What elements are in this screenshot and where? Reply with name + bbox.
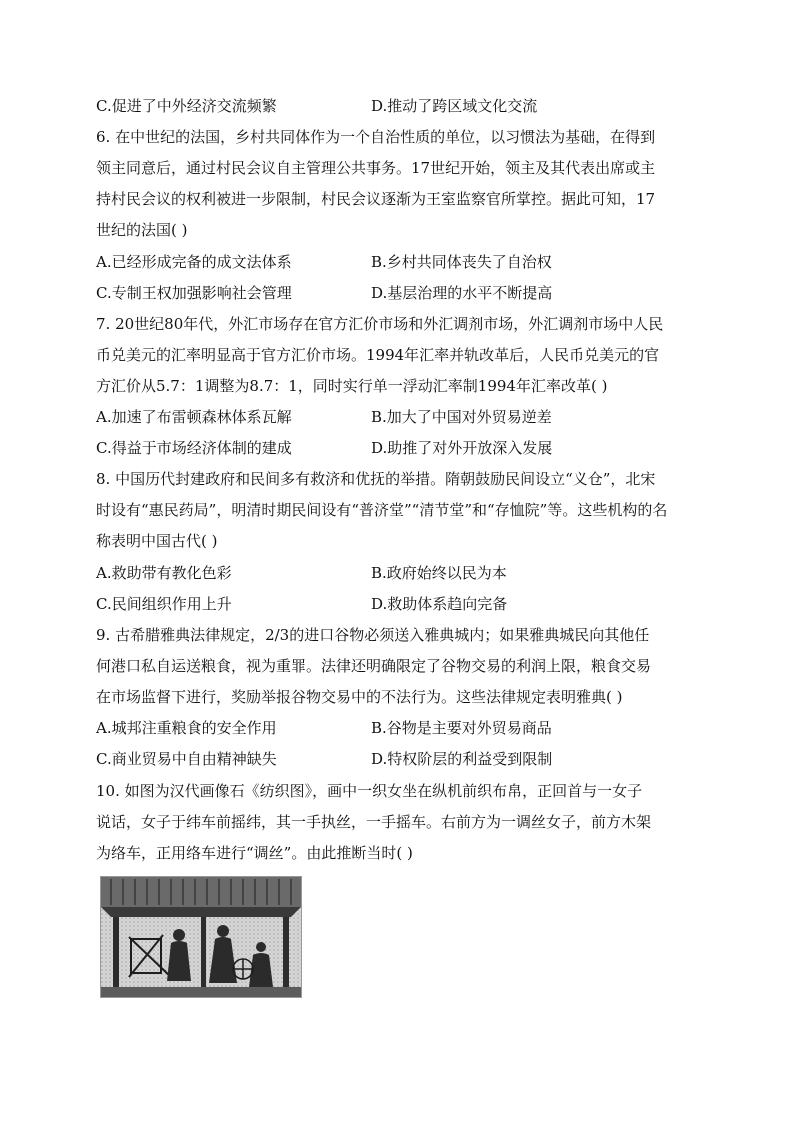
q6-option-c[interactable]: C.专制王权加强影响社会管理 [96, 284, 292, 302]
q9-stem-line-3: 在市场监督下进行，奖励举报谷物交易中的不法行为。这些法律规定表明雅典( ) [96, 688, 623, 706]
q8-stem-line-2: 时设有“惠民药局”，明清时期民间设有“普济堂”“清节堂”和“存恤院”等。这些机构的名 [96, 501, 668, 519]
q6-stem-line-2: 领主同意后，通过村民会议自主管理公共事务。17世纪开始，领主及其代表出席或主 [96, 159, 656, 177]
q8-option-a[interactable]: A.救助带有教化色彩 [96, 564, 232, 582]
q7-stem-line-2: 币兑美元的汇率明显高于官方汇价市场。1994年汇率并轨改革后，人民币兑美元的官 [96, 346, 660, 364]
q5-option-d[interactable]: D.推动了跨区域文化交流 [371, 97, 538, 115]
q6-stem-line-4: 世纪的法国( ) [96, 221, 188, 239]
q6-stem-line-3: 持村民会议的权利被进一步限制，村民会议逐渐为王室监察官所掌控。据此可知，17 [96, 190, 656, 208]
q6-option-a[interactable]: A.已经形成完备的成文法体系 [96, 253, 292, 271]
q8-option-d[interactable]: D.救助体系趋向完备 [371, 595, 508, 613]
q9-stem-line-2: 何港口私自运送粮食，视为重罪。法律还明确限定了谷物交易的利润上限，粮食交易 [96, 657, 652, 675]
q6-option-b[interactable]: B.乡村共同体丧失了自治权 [371, 253, 552, 271]
q9-stem-line-1: 9. 古希腊雅典法律规定，2/3的进口谷物必须送入雅典城内；如果雅典城民向其他任 [96, 626, 650, 644]
q7-option-b[interactable]: B.加大了中国对外贸易逆差 [371, 408, 552, 426]
q9-option-b[interactable]: B.谷物是主要对外贸易商品 [371, 719, 552, 737]
q5-option-c[interactable]: C.促进了中外经济交流频繁 [96, 97, 277, 115]
q8-stem-line-3: 称表明中国古代( ) [96, 532, 218, 550]
q7-stem-line-1: 7. 20世纪80年代，外汇市场存在官方汇价市场和外汇调剂市场，外汇调剂市场中人民 [96, 315, 664, 333]
q9-option-c[interactable]: C.商业贸易中自由精神缺失 [96, 750, 277, 768]
relief-rubbing-drawing [101, 877, 301, 997]
q6-option-d[interactable]: D.基层治理的水平不断提高 [371, 284, 553, 302]
q8-option-c[interactable]: C.民间组织作用上升 [96, 595, 232, 613]
q10-stem-line-1: 10. 如图为汉代画像石《纺织图》，画中一织女坐在纵机前织布帛，正回首与一女子 [96, 782, 643, 800]
q10-stem-line-3: 为络车，正用络车进行“调丝”。由此推断当时( ) [96, 844, 413, 862]
q7-stem-line-3: 方汇价从5.7：1调整为8.7：1，同时实行单一浮动汇率制1994年汇率改革( ) [96, 377, 608, 395]
q8-option-b[interactable]: B.政府始终以民为本 [371, 564, 507, 582]
weaving-relief-image [100, 876, 302, 998]
q7-option-a[interactable]: A.加速了布雷顿森林体系瓦解 [96, 408, 292, 426]
q9-option-a[interactable]: A.城邦注重粮食的安全作用 [96, 719, 277, 737]
q9-option-d[interactable]: D.特权阶层的利益受到限制 [371, 750, 553, 768]
q10-stem-line-2: 说话，女子于纬车前摇纬，其一手执丝，一手摇车。右前方为一调丝女子，前方木架 [96, 813, 652, 831]
q7-option-d[interactable]: D.助推了对外开放深入发展 [371, 439, 553, 457]
q7-option-c[interactable]: C.得益于市场经济体制的建成 [96, 439, 292, 457]
q8-stem-line-1: 8. 中国历代封建政府和民间多有救济和优抚的举措。隋朝鼓励民间设立“义仓”，北宋 [96, 470, 656, 488]
q6-stem-line-1: 6. 在中世纪的法国，乡村共同体作为一个自治性质的单位，以习惯法为基础，在得到 [96, 128, 656, 146]
